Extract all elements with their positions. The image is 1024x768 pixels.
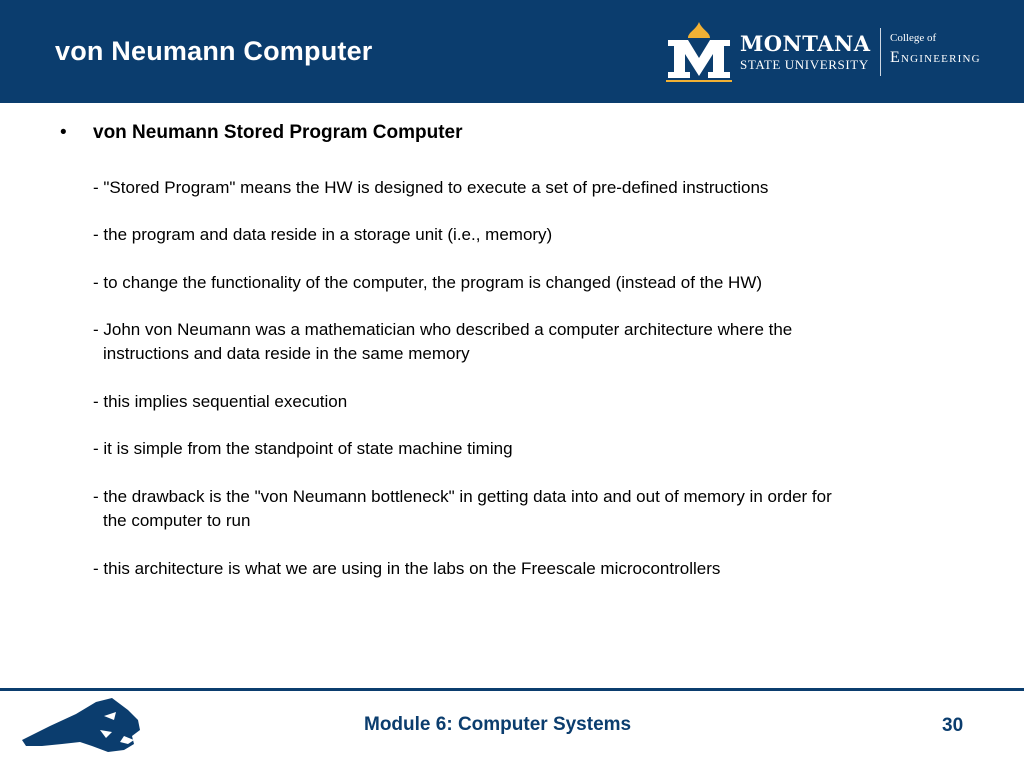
item-dash: - <box>93 487 104 506</box>
list-item <box>93 318 983 366</box>
list-item <box>93 437 983 461</box>
logo-college-of: College of <box>890 32 937 44</box>
list-item <box>93 390 983 414</box>
item-text: the program and data reside in a storage unit (i.e., memory) <box>103 225 553 244</box>
item-dash: - <box>93 225 104 244</box>
item-text: it is simple from the standpoint of state machine timing <box>103 439 513 458</box>
msu-engineering-logo <box>666 22 1016 82</box>
slide-title: von Neumann Computer <box>55 36 373 66</box>
item-text: this implies sequential execution <box>103 392 348 411</box>
item-text: the drawback is the "von Neumann bottleneck" in getting data into and out of memory in order for <box>103 487 832 506</box>
item-text: this architecture is what we are using in the labs on the Freescale microcontrollers <box>103 559 721 578</box>
item-continuation: the computer to run <box>103 511 251 530</box>
list-item <box>93 176 983 200</box>
list-item <box>93 271 983 295</box>
logo-university-name: MONTANA <box>740 31 871 56</box>
slide-header <box>0 0 1024 103</box>
footer-title: Module 6: Computer Systems <box>364 714 632 735</box>
item-dash: - <box>93 439 104 458</box>
page-number: 30 <box>942 715 964 736</box>
item-dash: - <box>93 559 104 578</box>
list-item <box>93 223 983 247</box>
bobcat-head-icon <box>20 696 142 754</box>
montana-m-icon <box>666 22 732 82</box>
item-dash: - <box>93 320 104 339</box>
logo-university-sub: STATE UNIVERSITY <box>740 57 869 72</box>
item-dash: - <box>93 178 104 197</box>
item-dash: - <box>93 273 104 292</box>
logo-college-name: Engineering <box>890 49 981 66</box>
bullet-symbol: • <box>60 122 67 143</box>
logo-divider <box>880 28 881 76</box>
item-text: "Stored Program" means the HW is designed to execute a set of pre-defined instructions <box>103 178 769 197</box>
item-dash: - <box>93 392 104 411</box>
item-text: to change the functionality of the computer, the program is changed (instead of the HW) <box>103 273 763 292</box>
footer-divider <box>0 688 1024 691</box>
item-text: John von Neumann was a mathematician who described a computer architecture where the <box>103 320 793 339</box>
list-item <box>93 557 983 581</box>
bullet-heading: von Neumann Stored Program Computer <box>93 122 463 143</box>
list-item <box>93 485 983 533</box>
item-continuation: instructions and data reside in the same memory <box>103 344 470 363</box>
